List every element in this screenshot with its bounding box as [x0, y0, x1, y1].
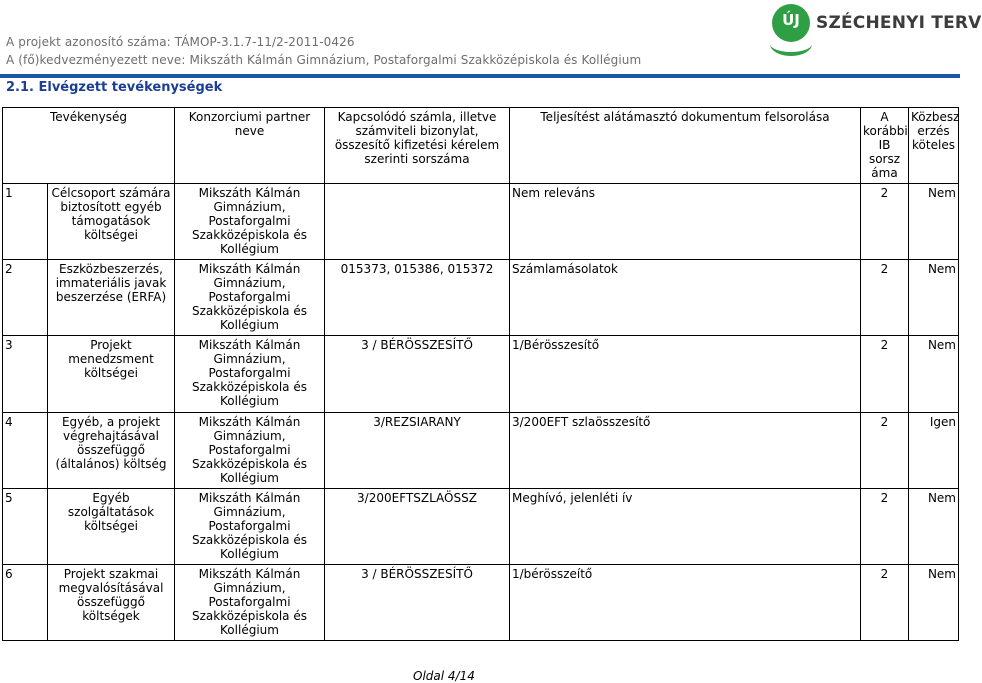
docs-cell: 3/200EFT szlaösszesítő: [510, 412, 861, 488]
activity-cell: Projekt szakmai megvalósításával összefüggő költségek: [48, 564, 175, 640]
szechenyi-terv-logo: [772, 4, 982, 56]
row-number: 1: [3, 184, 48, 260]
row-number: 3: [3, 336, 48, 412]
prev-ib-cell: 2: [861, 412, 909, 488]
docs-cell: Meghívó, jelenléti ív: [510, 488, 861, 564]
col-public-header: Közbesz erzés köteles: [909, 108, 959, 184]
col-activity-header: Tevékenység: [3, 108, 175, 184]
logo-text: SZÉCHENYI TERV: [816, 13, 982, 33]
table-body: [3, 184, 959, 641]
activities-table: [2, 107, 959, 641]
beneficiary-line: A (fő)kedvezményezett neve: Mikszáth Kálmán Gimnázium, Postaforgalmi Szakközépiskola és Kollégium: [6, 53, 642, 67]
col-invoice-header: Kapcsolódó számla, illetve számviteli bizonylat, összesítő kifizetési kérelem szerinti sorszáma: [325, 108, 510, 184]
partner-cell: Mikszáth Kálmán Gimnázium, Postaforgalmi Szakközépiskola és Kollégium: [175, 488, 325, 564]
table-row: [3, 336, 959, 412]
docs-cell: Nem releváns: [510, 184, 861, 260]
partner-cell: Mikszáth Kálmán Gimnázium, Postaforgalmi Szakközépiskola és Kollégium: [175, 412, 325, 488]
section-title: 2.1. Elvégzett tevékenységek: [6, 80, 223, 95]
row-number: 2: [3, 260, 48, 336]
logo-swoosh-icon: [770, 32, 812, 56]
invoice-cell: 3/REZSIARANY: [325, 412, 510, 488]
table-row: [3, 564, 959, 640]
table-header-row: [3, 108, 959, 184]
docs-cell: 1/bérösszeítő: [510, 564, 861, 640]
header-divider: [0, 74, 960, 78]
invoice-cell: [325, 184, 510, 260]
row-number: 5: [3, 488, 48, 564]
partner-cell: Mikszáth Kálmán Gimnázium, Postaforgalmi Szakközépiskola és Kollégium: [175, 564, 325, 640]
table-row: [3, 412, 959, 488]
public-cell: Nem: [909, 564, 959, 640]
invoice-cell: 3/200EFTSZLAÖSSZ: [325, 488, 510, 564]
prev-ib-cell: 2: [861, 564, 909, 640]
public-cell: Nem: [909, 184, 959, 260]
col-prev-ib-header: A korábbi IB sorsz áma: [861, 108, 909, 184]
activity-cell: Egyéb szolgáltatások költségei: [48, 488, 175, 564]
public-cell: Igen: [909, 412, 959, 488]
prev-ib-cell: 2: [861, 336, 909, 412]
public-cell: Nem: [909, 260, 959, 336]
docs-cell: Számlamásolatok: [510, 260, 861, 336]
prev-ib-cell: 2: [861, 184, 909, 260]
activity-cell: Projekt menedzsment költségei: [48, 336, 175, 412]
table-row: [3, 184, 959, 260]
col-partner-header: Konzorciumi partner neve: [175, 108, 325, 184]
docs-cell: 1/Bérösszesítő: [510, 336, 861, 412]
prev-ib-cell: 2: [861, 488, 909, 564]
project-id-line: A projekt azonosító száma: TÁMOP-3.1.7-11/2-2011-0426: [6, 35, 355, 49]
partner-cell: Mikszáth Kálmán Gimnázium, Postaforgalmi Szakközépiskola és Kollégium: [175, 336, 325, 412]
invoice-cell: 015373, 015386, 015372: [325, 260, 510, 336]
partner-cell: Mikszáth Kálmán Gimnázium, Postaforgalmi Szakközépiskola és Kollégium: [175, 260, 325, 336]
page-number: Oldal 4/14: [413, 669, 475, 683]
activity-cell: Egyéb, a projekt végrehajtásával összefüggő (általános) költség: [48, 412, 175, 488]
partner-cell: Mikszáth Kálmán Gimnázium, Postaforgalmi Szakközépiskola és Kollégium: [175, 184, 325, 260]
invoice-cell: 3 / BÉRÖSSZESÍTŐ: [325, 336, 510, 412]
invoice-cell: 3 / BÉRÖSSZESÍTŐ: [325, 564, 510, 640]
table-row: [3, 260, 959, 336]
row-number: 6: [3, 564, 48, 640]
row-number: 4: [3, 412, 48, 488]
prev-ib-cell: 2: [861, 260, 909, 336]
public-cell: Nem: [909, 336, 959, 412]
table-row: [3, 488, 959, 564]
col-docs-header: Teljesítést alátámasztó dokumentum felsorolása: [510, 108, 861, 184]
activity-cell: Célcsoport számára biztosított egyéb támogatások költségei: [48, 184, 175, 260]
public-cell: Nem: [909, 488, 959, 564]
activity-cell: Eszközbeszerzés, immateriális javak beszerzése (ERFA): [48, 260, 175, 336]
logo-badge-text: ÚJ: [782, 11, 800, 29]
